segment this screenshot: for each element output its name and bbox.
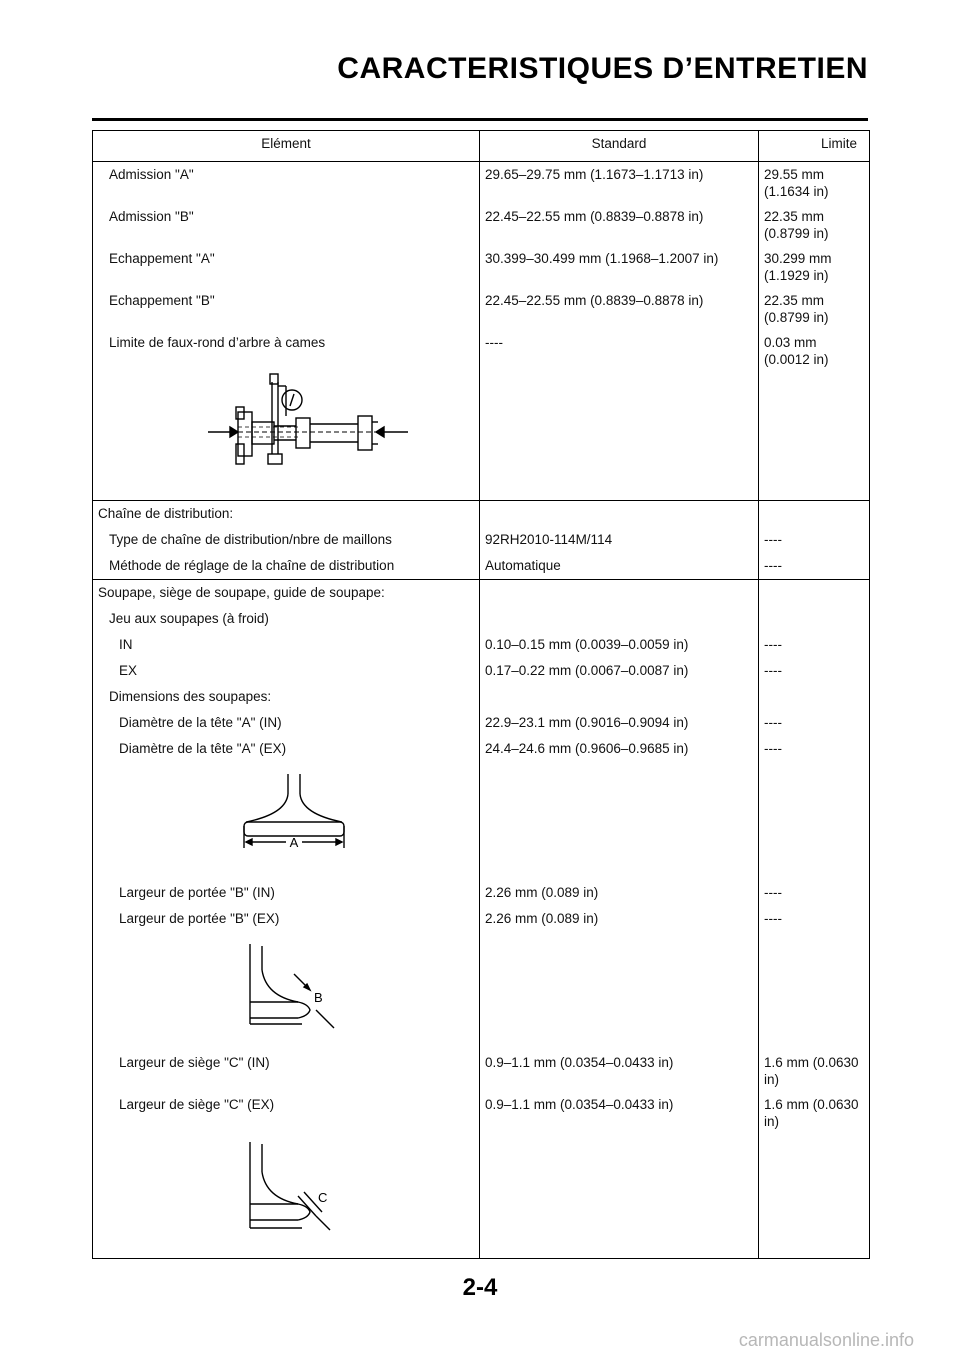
- label-c: C: [318, 1190, 328, 1205]
- table-row: [93, 606, 870, 632]
- figure-cell-empty: [480, 762, 759, 880]
- element-cell: EX: [93, 658, 480, 684]
- figure-cell: [93, 372, 480, 501]
- figure-row: [93, 372, 870, 501]
- figure-cell: [93, 932, 480, 1050]
- valve-seat-figure: [244, 1138, 354, 1238]
- label-a: A: [289, 835, 299, 850]
- figure-cell-empty: [759, 932, 870, 1050]
- page-number: 2-4: [462, 1274, 498, 1301]
- col-header-limite: Limite: [759, 131, 870, 162]
- camshaft-runout-figure: [208, 372, 408, 492]
- sub-heading: Dimensions des soupapes:: [93, 684, 480, 710]
- figure-row: [93, 1134, 870, 1259]
- standard-cell: Automatique: [480, 553, 759, 580]
- valve-head-figure: [234, 770, 354, 880]
- standard-cell: 0.9–1.1 mm (0.0354–0.0433 in): [480, 1092, 759, 1134]
- standard-cell: 0.9–1.1 mm (0.0354–0.0433 in): [480, 1050, 759, 1092]
- limit-cell: 30.299 mm (1.1929 in): [759, 246, 870, 288]
- table-row: [93, 580, 870, 607]
- element-cell: Largeur de siège "C" (EX): [93, 1092, 480, 1134]
- table-row: [93, 246, 870, 288]
- limit-cell: 22.35 mm (0.8799 in): [759, 204, 870, 246]
- element-cell: Largeur de portée "B" (IN): [93, 880, 480, 906]
- standard-cell: 24.4–24.6 mm (0.9606–0.9685 in): [480, 736, 759, 762]
- table-row: [93, 658, 870, 684]
- table-row: [93, 330, 870, 372]
- table-row: [93, 684, 870, 710]
- standard-cell: 22.45–22.55 mm (0.8839–0.8878 in): [480, 288, 759, 330]
- limit-cell: 29.55 mm (1.1634 in): [759, 162, 870, 205]
- table-row: [93, 710, 870, 736]
- element-cell: Largeur de portée "B" (EX): [93, 906, 480, 932]
- figure-cell-empty: [480, 1134, 759, 1259]
- element-cell: Limite de faux-rond d’arbre à cames: [93, 330, 480, 372]
- limit-cell: 1.6 mm (0.0630 in): [759, 1092, 870, 1134]
- table-row: [93, 553, 870, 580]
- element-cell: Echappement "A": [93, 246, 480, 288]
- table-row: [93, 162, 870, 205]
- group-heading: Chaîne de distribution:: [93, 501, 480, 528]
- table-row: [93, 906, 870, 932]
- standard-cell: 0.17–0.22 mm (0.0067–0.0087 in): [480, 658, 759, 684]
- element-cell: Diamètre de la tête "A" (EX): [93, 736, 480, 762]
- limit-cell: ----: [759, 658, 870, 684]
- table-row: [93, 204, 870, 246]
- limit-cell: ----: [759, 906, 870, 932]
- table-row: [93, 288, 870, 330]
- limit-cell: [759, 501, 870, 528]
- table-row: [93, 527, 870, 553]
- element-cell: Type de chaîne de distribution/nbre de maillons: [93, 527, 480, 553]
- limit-cell: 0.03 mm (0.0012 in): [759, 330, 870, 372]
- standard-cell: 2.26 mm (0.089 in): [480, 906, 759, 932]
- standard-cell: [480, 606, 759, 632]
- standard-cell: 22.9–23.1 mm (0.9016–0.9094 in): [480, 710, 759, 736]
- standard-cell: 30.399–30.499 mm (1.1968–1.2007 in): [480, 246, 759, 288]
- limit-cell: 22.35 mm (0.8799 in): [759, 288, 870, 330]
- table-row: [93, 632, 870, 658]
- figure-cell-empty: [759, 1134, 870, 1259]
- standard-cell: ----: [480, 330, 759, 372]
- figure-cell-empty: [759, 372, 870, 501]
- standard-cell: 92RH2010-114M/114: [480, 527, 759, 553]
- header-rule: [92, 118, 868, 121]
- col-header-standard: Standard: [480, 131, 759, 162]
- limit-cell: [759, 606, 870, 632]
- table-row: [93, 880, 870, 906]
- table-row: [93, 736, 870, 762]
- limit-cell: ----: [759, 880, 870, 906]
- standard-cell: 0.10–0.15 mm (0.0039–0.0059 in): [480, 632, 759, 658]
- figure-cell: [93, 762, 480, 880]
- timing-chain-group: [93, 501, 870, 580]
- standard-cell: [480, 501, 759, 528]
- limit-cell: ----: [759, 632, 870, 658]
- element-cell: IN: [93, 632, 480, 658]
- figure-cell-empty: [480, 932, 759, 1050]
- camshaft-group: [93, 162, 870, 501]
- standard-cell: [480, 684, 759, 710]
- limit-cell: ----: [759, 527, 870, 553]
- limit-cell: [759, 580, 870, 607]
- limit-cell: ----: [759, 736, 870, 762]
- standard-cell: 2.26 mm (0.089 in): [480, 880, 759, 906]
- element-cell: Admission "B": [93, 204, 480, 246]
- watermark: carmanualsonline.info: [738, 1330, 914, 1350]
- group-heading: Soupape, siège de soupape, guide de soupape:: [93, 580, 480, 607]
- figure-row: [93, 762, 870, 880]
- figure-cell-empty: [480, 372, 759, 501]
- standard-cell: 29.65–29.75 mm (1.1673–1.1713 in): [480, 162, 759, 205]
- col-header-element: Elément: [93, 131, 480, 162]
- table-row: [93, 501, 870, 528]
- table-header-row: [93, 131, 870, 162]
- element-cell: Largeur de siège "C" (IN): [93, 1050, 480, 1092]
- limit-cell: 1.6 mm (0.0630 in): [759, 1050, 870, 1092]
- sub-heading: Jeu aux soupapes (à froid): [93, 606, 480, 632]
- limit-cell: ----: [759, 710, 870, 736]
- spec-table: [92, 130, 870, 1259]
- figure-cell-empty: [759, 762, 870, 880]
- element-cell: Méthode de réglage de la chaîne de distribution: [93, 553, 480, 580]
- table-row: [93, 1050, 870, 1092]
- element-cell: Diamètre de la tête "A" (IN): [93, 710, 480, 736]
- element-cell: Admission "A": [93, 162, 480, 205]
- element-cell: Echappement "B": [93, 288, 480, 330]
- page-title: CARACTERISTIQUES D’ENTRETIEN: [337, 52, 868, 85]
- label-b: B: [314, 990, 323, 1005]
- limit-cell: ----: [759, 553, 870, 580]
- figure-row: [93, 932, 870, 1050]
- table-row: [93, 1092, 870, 1134]
- valve-face-figure: [244, 940, 354, 1040]
- figure-cell: [93, 1134, 480, 1259]
- limit-cell: [759, 684, 870, 710]
- standard-cell: 22.45–22.55 mm (0.8839–0.8878 in): [480, 204, 759, 246]
- valve-group: [93, 580, 870, 1259]
- standard-cell: [480, 580, 759, 607]
